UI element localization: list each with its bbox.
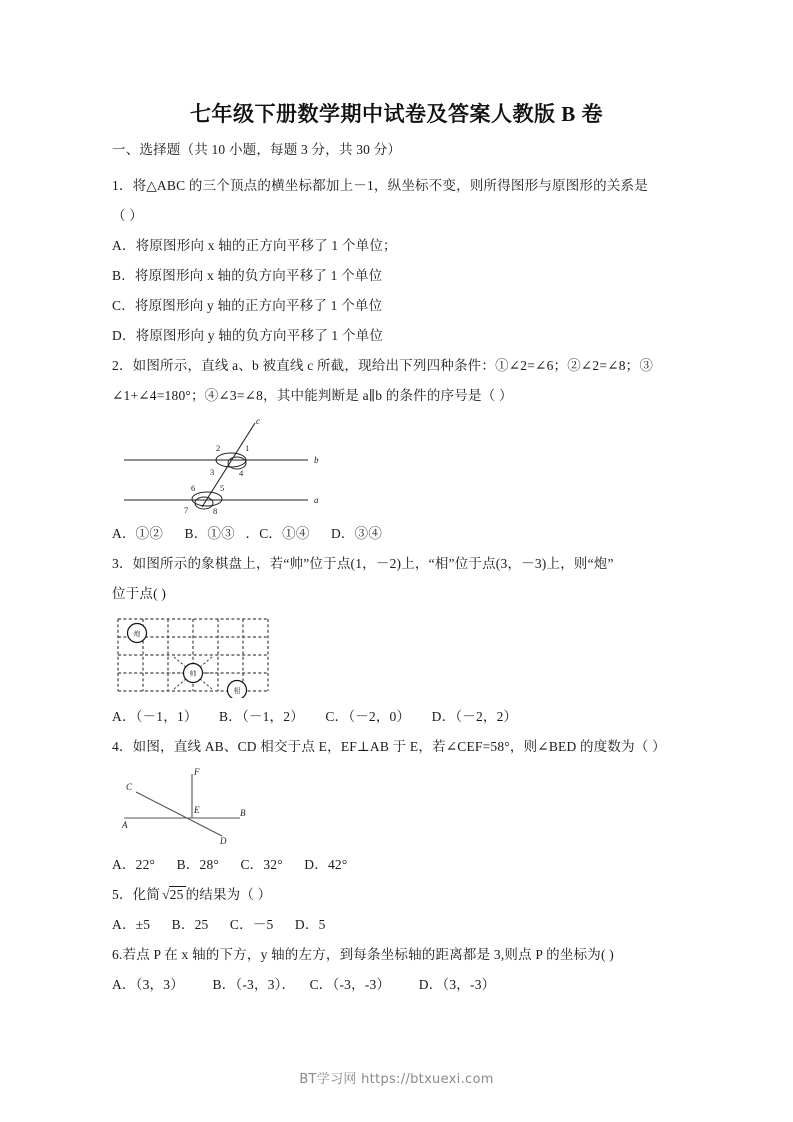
radical-sign-icon: √ [162,887,170,902]
question-1-stem-line1: 1．将△ABC 的三个顶点的横坐标都加上－1，纵坐标不变，则所得图形与原图形的关系是 [112,178,648,193]
question-4-options[interactable]: A．22° B．28° C．32° D．42° [112,857,348,872]
exam-content [112,138,712,1000]
question-1-options [112,231,712,351]
question-4 [112,732,712,880]
angle-label-5: 5 [220,483,225,493]
question-3 [112,549,712,732]
section-heading: 一、选择题（共 10 小题，每题 3 分，共 30 分） [112,142,402,157]
figure-label-c: c [256,416,260,426]
question-5-stem-suffix: 的结果为（ ） [185,887,272,902]
question-3-stem-line1: 3．如图所示的象棋盘上，若“帅”位于点(1，－2)上，“相”位于点(3，－3)上，则“炮” [112,556,614,571]
angle-label-1: 1 [245,443,250,453]
question-2-stem-line2: ∠1+∠4=180°；④∠3=∠8，其中能判断是 a∥b 的条件的序号是（ ） [112,388,513,403]
question-5-stem-prefix: 5．化简 [112,887,161,902]
sqrt-expression [160,880,186,910]
question-5-stem [112,880,712,910]
question-2 [112,351,712,549]
question-3-stem-line2: 位于点( ) [112,586,167,601]
chess-piece-shuai-label: 帅 [189,670,197,678]
question-3-figure [112,613,712,698]
angle-label-3: 3 [210,467,215,477]
figure-label-b: b [314,455,319,465]
point-label-b: B [240,808,246,818]
question-4-figure [112,766,712,846]
angle-label-8: 8 [213,506,218,515]
figure-label-a: a [314,495,319,505]
question-2-options[interactable]: A．①② B．①③ ．C．①④ D．③④ [112,526,383,541]
question-3-options[interactable]: A．（－1，1） B．（－1，2） C．（－2，0） D．（－2，2） [112,709,518,724]
point-label-f: F [194,767,200,777]
angle-label-4: 4 [239,468,244,478]
point-label-a: A [122,820,128,830]
page-title: 七年级下册数学期中试卷及答案人教版 B 卷 [189,102,603,126]
chess-piece-xiang-label: 相 [233,687,241,695]
point-label-e: E [194,805,200,815]
radicand-value: 25 [169,887,184,902]
point-label-d: D [220,836,227,846]
question-1-stem-line2: （ ） [112,208,143,223]
question-6-options[interactable]: A．（3，3） B．（-3，3）． C．（-3，-3） D．（3，-3） [112,977,496,992]
intersecting-lines-diagram [112,766,272,846]
question-5-options[interactable]: A．±5 B．25 C．－5 D．5 [112,917,326,932]
question-2-figure [112,415,712,515]
point-label-c: C [126,782,133,792]
parallel-lines-transversal-diagram [112,415,347,515]
question-1 [112,171,712,351]
footer-watermark: BT学习网 https://btxuexi.com [299,1072,494,1087]
question-5 [112,880,712,940]
question-6 [112,940,712,1000]
question-6-stem: 6.若点 P 在 x 轴的下方，y 轴的左方，到每条坐标轴的距离都是 3,则点 P 的坐标为( ) [112,947,614,962]
angle-label-6: 6 [191,483,196,493]
angle-label-7: 7 [184,505,189,515]
question-1-option-c[interactable]: C．将原图形向 y 轴的正方向平移了 1 个单位 [112,298,383,313]
question-1-option-d[interactable]: D．将原图形向 y 轴的负方向平移了 1 个单位 [112,328,384,343]
question-2-stem-line1: 2．如图所示，直线 a、b 被直线 c 所截，现给出下列四种条件：①∠2=∠6；②∠2=∠8；③ [112,358,654,373]
chinese-chess-grid-diagram [112,613,287,698]
question-1-option-b[interactable]: B．将原图形向 x 轴的负方向平移了 1 个单位 [112,268,383,283]
angle-label-2: 2 [216,443,221,453]
chess-piece-pao-label: 炮 [133,630,141,638]
question-1-option-a[interactable]: A．将原图形向 x 轴的正方向平移了 1 个单位； [112,238,397,253]
question-4-stem: 4．如图，直线 AB、CD 相交于点 E，EF⊥AB 于 E，若∠CEF=58°，则∠BED 的度数为（ ） [112,739,666,754]
